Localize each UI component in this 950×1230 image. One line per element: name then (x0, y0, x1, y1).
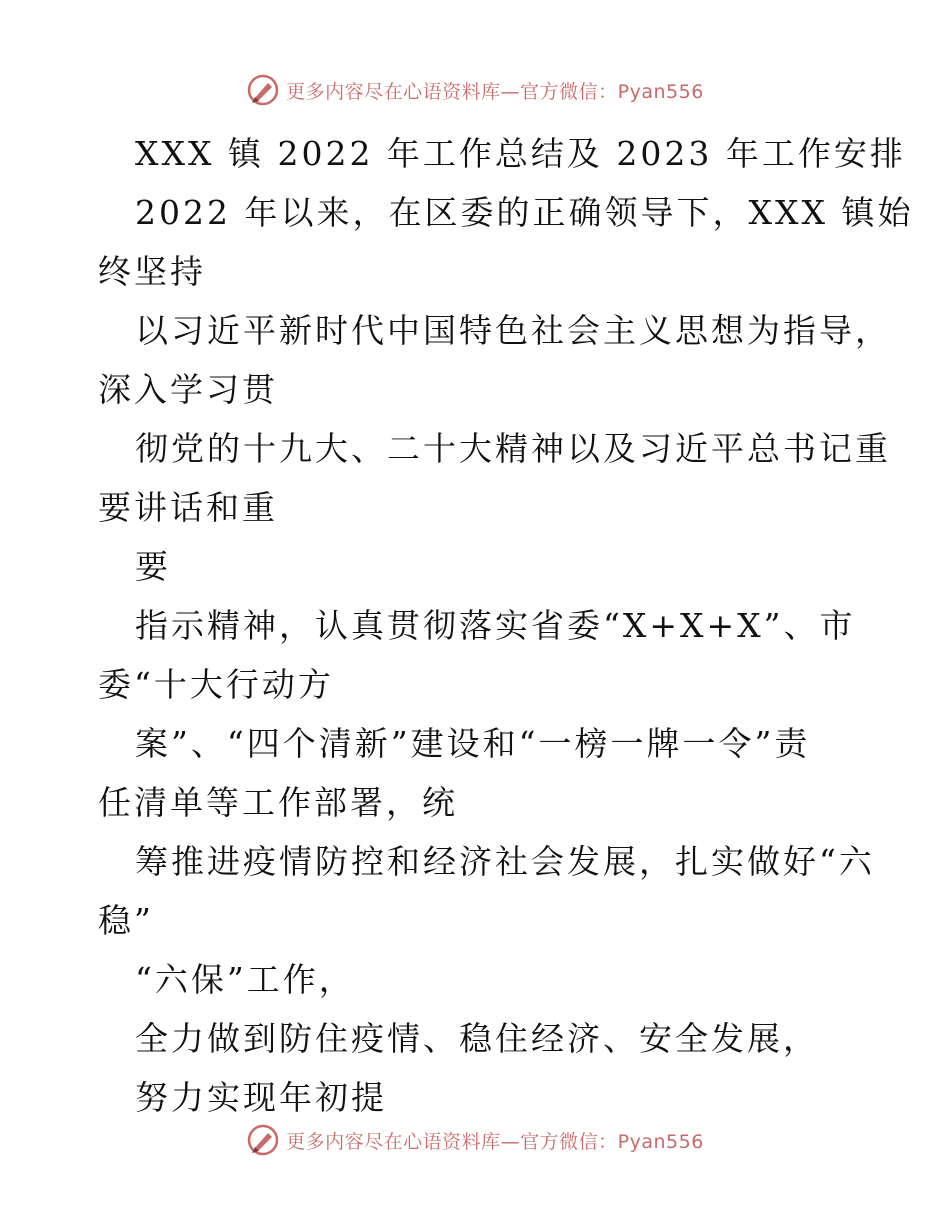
document-line: 以习近平新时代中国特色社会主义思想为指导， (135, 311, 891, 350)
footer-watermark (0, 1120, 950, 1160)
document-line: 终坚持 (98, 252, 206, 291)
watermark-text: 更多内容尽在心语资料库—官方微信：Pyan556 (286, 1130, 704, 1153)
document-line: 指示精神，认真贯彻落实省委“X+X+X”、市 (135, 606, 856, 645)
document-line: 2022 年以来，在区委的正确领导下，XXX 镇始 (135, 193, 914, 232)
document-line: 案”、“四个清新”建设和“一榜一牌一令”责 (135, 724, 811, 763)
document-line: 稳” (98, 901, 154, 940)
document-line: “六保”工作， (135, 960, 355, 999)
pen-logo-icon (246, 1123, 280, 1157)
document-line: 委“十大行动方 (98, 665, 334, 704)
header-watermark (0, 70, 950, 110)
document-body (98, 124, 914, 1127)
document-line: 彻党的十九大、二十大精神以及习近平总书记重 (135, 429, 891, 468)
pen-logo-icon (246, 73, 280, 107)
document-line: 要讲话和重 (98, 488, 278, 527)
document-line: XXX 镇 2022 年工作总结及 2023 年工作安排 (135, 134, 906, 173)
watermark-text: 更多内容尽在心语资料库—官方微信：Pyan556 (286, 80, 704, 103)
document-line: 深入学习贯 (98, 370, 278, 409)
document-line: 全力做到防住疫情、稳住经济、安全发展， (135, 1019, 819, 1058)
document-line: 任清单等工作部署，统 (98, 783, 458, 822)
document-line: 努力实现年初提 (135, 1078, 387, 1117)
document-line: 筹推进疫情防控和经济社会发展，扎实做好“六 (135, 842, 875, 881)
document-line: 要 (135, 547, 171, 586)
